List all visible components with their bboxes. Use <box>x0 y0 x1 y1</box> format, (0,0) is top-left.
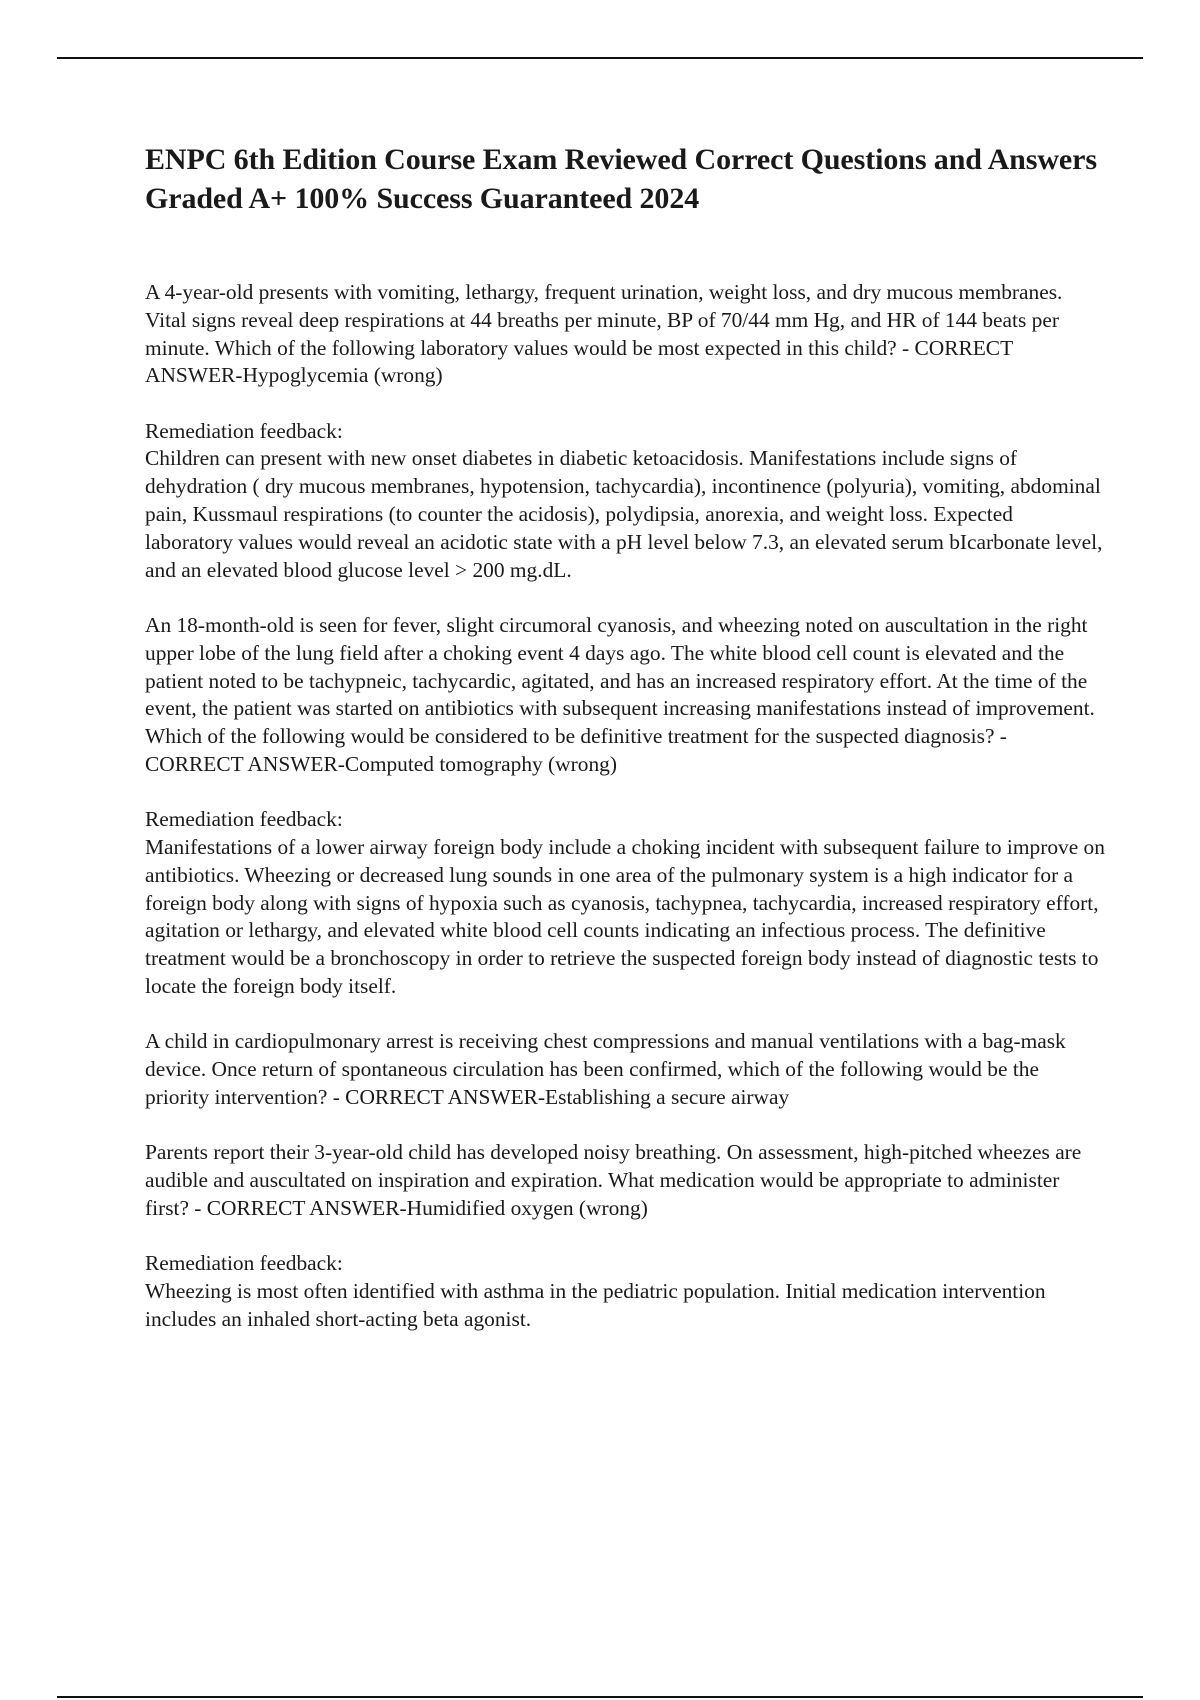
remediation-feedback-2: Remediation feedback: Manifestations of a lower airway foreign body include a choking incident with subsequent failure to improve on antibiotics. Wheezing or decreased lung sounds in one area of the pulmonary system is a high indicator for a foreign body along with signs of hypoxia such as cyanosis, tachypnea, tachycardia, increased respiratory effort, agitation or lethargy, and elevated white blood cell counts indicating an infectious process. The definitive treatment would be a bronchoscopy in order to retrieve the suspected foreign body instead of diagnostic tests to locate the foreign body itself. <box>145 807 1105 999</box>
document-body <box>145 140 1105 1361</box>
top-rule <box>57 57 1143 59</box>
question-1: A 4-year-old presents with vomiting, lethargy, frequent urination, weight loss, and dry mucous membranes. Vital signs reveal deep respirations at 44 breaths per minute, BP of 70/44 mm Hg, and HR of 144 beats per minute. Which of the following laboratory values would be most expected in this child? - CORRECT ANSWER-Hypoglycemia (wrong) <box>145 280 1063 388</box>
bottom-rule <box>57 1696 1143 1698</box>
question-2: An 18-month-old is seen for fever, slight circumoral cyanosis, and wheezing noted on auscultation in the right upper lobe of the lung field after a choking event 4 days ago. The white blood cell count is elevated and the patient noted to be tachypneic, tachycardic, agitated, and has an increased respiratory effort. At the time of the event, the patient was started on antibiotics with subsequent increasing manifestations instead of improvement. Which of the following would be considered to be definitive treatment for the suspected diagnosis? - CORRECT ANSWER-Computed tomography (wrong) <box>145 612 1095 776</box>
question-3: A child in cardiopulmonary arrest is receiving chest compressions and manual ventilations with a bag-mask device. Once return of spontaneous circulation has been confirmed, which of the following would be the priority intervention? - CORRECT ANSWER-Establishing a secure airway <box>145 1029 1066 1109</box>
document-title: ENPC 6th Edition Course Exam Reviewed Correct Questions and Answers Graded A+ 100% Success Guaranteed 2024 <box>145 143 1097 215</box>
remediation-feedback-1: Remediation feedback: Children can present with new onset diabetes in diabetic ketoacidosis. Manifestations include signs of dehydration ( dry mucous membranes, hypotension, tachycardia), incontinence (polyuria), vomiting, abdominal pain, Kussmaul respirations (to counter the acidosis), polydipsia, anorexia, and weight loss. Expected laboratory values would reveal an acidotic state with a pH level below 7.3, an elevated serum bIcarbonate level, and an elevated blood glucose level > 200 mg.dL. <box>145 418 1103 582</box>
question-4: Parents report their 3-year-old child has developed noisy breathing. On assessment, high-pitched wheezes are audible and auscultated on inspiration and expiration. What medication would be appropriate to administer first? - CORRECT ANSWER-Humidified oxygen (wrong) <box>145 1140 1082 1220</box>
remediation-feedback-3: Remediation feedback: Wheezing is most often identified with asthma in the pediatric population. Initial medication intervention includes an inhaled short-acting beta agonist. <box>145 1251 1046 1331</box>
